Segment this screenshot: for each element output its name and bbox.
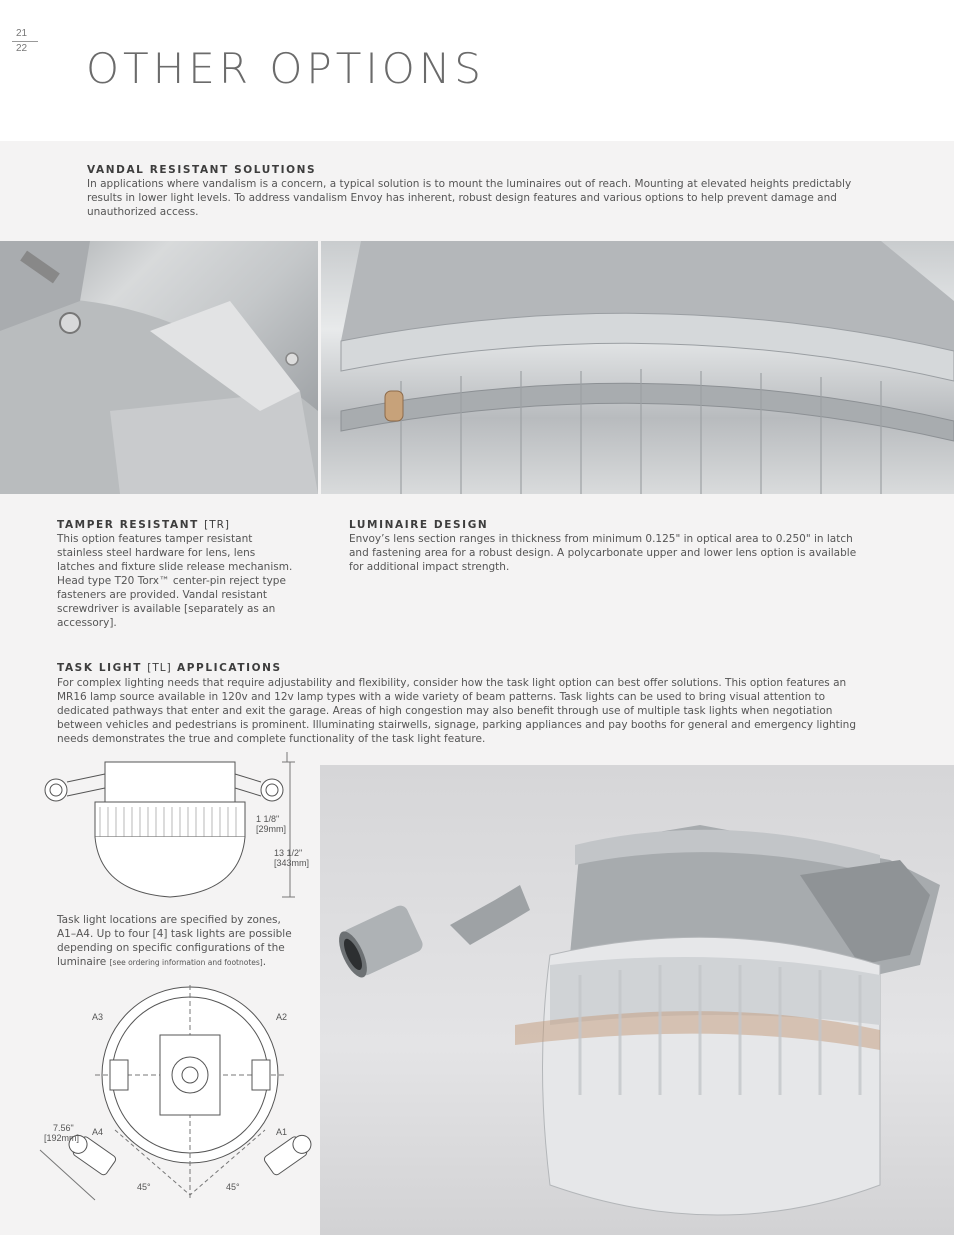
tamper-line: stainless steel hardware for lens, lens [57, 547, 256, 559]
task-line: For complex lighting needs that require adjustability and flexibility, consider how the task light option can best offer solutions. This option features an [57, 677, 847, 689]
tamper-line: This option features tamper resistant [57, 533, 253, 545]
luminaire-line: for additional impact strength. [349, 561, 510, 573]
tamper-line: latches and fixture slide release mechanism. [57, 561, 293, 573]
vandal-line: unauthorized access. [87, 206, 199, 218]
plan-dim [44, 1123, 79, 1143]
page-number-bottom: 22 [16, 43, 28, 54]
side-dim-inches: 1 1/8" [256, 814, 280, 824]
zones-footnote: [see ordering information and footnotes] [109, 958, 263, 967]
page-title: OTHER OPTIONS [86, 44, 485, 93]
tamper-code: [TR] [204, 519, 231, 531]
tamper-line: Head type T20 Torx™ center-pin reject type [57, 575, 286, 587]
side-height-inches: 13 1/2" [274, 848, 303, 858]
zone-label-a3: A3 [92, 1012, 104, 1022]
plan-dim-mm: [192mm] [44, 1133, 80, 1143]
zones-line: A1–A4. Up to four [4] task lights are possible [57, 928, 292, 940]
vandal-heading: VANDAL RESISTANT SOLUTIONS [87, 164, 317, 176]
zone-label-a4: A4 [92, 1127, 104, 1137]
zones-text [57, 913, 317, 970]
luminaire-line: and fastening area for a robust design. A polycarbonate upper and lower lens option is available [349, 547, 857, 559]
luminaire-text [349, 532, 909, 574]
tamper-line: accessory]. [57, 617, 117, 629]
task-line: needs demonstrates the true and complete functionality of the task light feature. [57, 733, 486, 745]
tamper-hardware-photo [0, 241, 318, 494]
zones-line: Task light locations are specified by zones, [57, 914, 281, 926]
luminaire-heading: LUMINAIRE DESIGN [349, 519, 489, 531]
task-line: MR16 lamp source available in 120v and 12v lamp types with a wide variety of beam patterns. Task lights can be used to bring visual attention to [57, 691, 826, 703]
angle-left: 45° [137, 1182, 151, 1192]
plan-dim-inches: 7.56" [53, 1123, 74, 1133]
angle-right: 45° [226, 1182, 240, 1192]
task-line: between vehicles and pedestrians is prominent. Illuminating stairwells, signage, parking appliances and pay booths for general and emergency lighting [57, 719, 856, 731]
zones-line-last [57, 955, 317, 970]
zones-period: . [262, 956, 267, 968]
side-dim-mm: [29mm] [256, 824, 287, 834]
zone-label-a1: A1 [276, 1127, 288, 1137]
task-line: dedicated pathways that enter and exit the garage. Areas of high congestion may also benefit through use of multiple task lights when negotiation [57, 705, 833, 717]
tamper-heading-text: TAMPER RESISTANT [57, 519, 199, 531]
zone-label-a2: A2 [276, 1012, 288, 1022]
tamper-heading [57, 519, 230, 531]
side-height-mm: [343mm] [274, 858, 310, 868]
vandal-text [87, 177, 927, 219]
page-number-top: 21 [16, 28, 28, 39]
task-heading-text: TASK LIGHT [57, 662, 142, 674]
lens-detail-photo [321, 241, 954, 494]
task-text [57, 676, 937, 746]
side-dim-large [274, 848, 309, 868]
task-heading-text-b: APPLICATIONS [177, 662, 282, 674]
tamper-line: screwdriver is available [separately as an [57, 603, 276, 615]
task-light-product-photo [320, 765, 954, 1235]
zones-last-word: luminaire [57, 956, 107, 968]
luminaire-line: Envoy’s lens section ranges in thickness from minimum 0.125" in optical area to 0.250" in latch [349, 533, 853, 545]
tamper-text [57, 532, 327, 630]
page-number-divider [12, 41, 38, 42]
task-code: [TL] [147, 662, 172, 674]
tamper-line: fasteners are provided. Vandal resistant [57, 589, 268, 601]
vandal-line: In applications where vandalism is a concern, a typical solution is to mount the luminaires out of reach. Mounting at elevated heights predictably [87, 178, 852, 190]
task-heading [57, 662, 282, 674]
side-dim-small [256, 814, 286, 834]
zones-line: depending on specific configurations of the [57, 942, 285, 954]
vandal-line: results in lower light levels. To address vandalism Envoy has inherent, robust design features and various options to help prevent damage and [87, 192, 837, 204]
